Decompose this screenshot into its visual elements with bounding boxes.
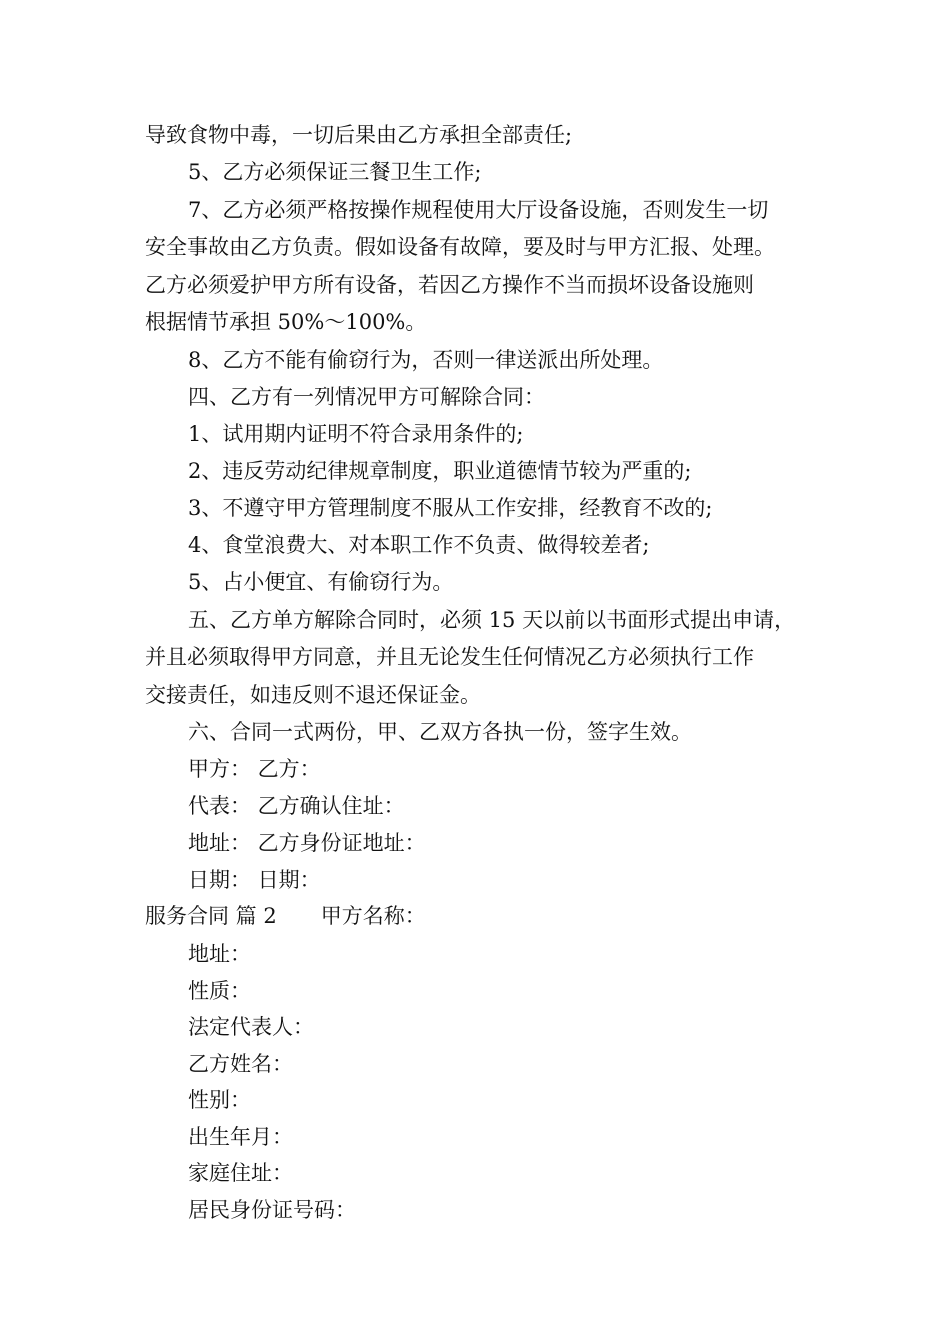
- list-item: 2、违反劳动纪律规章制度，职业道德情节较为严重的;: [188, 459, 692, 483]
- list-item: 1、试用期内证明不符合录用条件的;: [188, 422, 524, 446]
- form-field-label: 家庭住址：: [188, 1161, 293, 1185]
- list-item: 4、食堂浪费大、对本职工作不负责、做得较差者;: [188, 533, 650, 557]
- section2-heading: 服务合同 篇 2: [145, 904, 277, 928]
- form-field-label: 出生年月：: [188, 1125, 293, 1149]
- paragraph-line: 并且必须取得甲方同意，并且无论发生任何情况乙方必须执行工作: [145, 645, 754, 669]
- signature-line: 地址： 乙方身份证地址：: [188, 831, 426, 855]
- section-heading: 四、乙方有一列情况甲方可解除合同：: [188, 385, 545, 409]
- section2-header: [145, 902, 426, 930]
- signature-line: 甲方： 乙方：: [188, 757, 321, 781]
- paragraph-line: 导致食物中毒，一切后果由乙方承担全部责任;: [145, 123, 573, 147]
- paragraph-line: 五、乙方单方解除合同时，必须 15 天以前以书面形式提出申请，: [188, 608, 796, 632]
- paragraph-line: 安全事故由乙方负责。假如设备有故障，要及时与甲方汇报、处理。: [145, 235, 775, 259]
- paragraph-line: 8、乙方不能有偷窃行为，否则一律送派出所处理。: [188, 348, 664, 372]
- form-field-label: 性别：: [188, 1088, 251, 1112]
- list-item: 3、不遵守甲方管理制度不服从工作安排，经教育不改的;: [188, 496, 713, 520]
- form-field-label: 性质：: [188, 979, 251, 1003]
- signature-line: 代表： 乙方确认住址：: [188, 794, 405, 818]
- paragraph-line: 六、合同一式两份，甲、乙双方各执一份，签字生效。: [188, 720, 692, 744]
- paragraph-line: 乙方必须爱护甲方所有设备，若因乙方操作不当而损坏设备设施则: [145, 273, 754, 297]
- form-field-label: 地址：: [188, 942, 251, 966]
- form-field-label: 法定代表人：: [188, 1015, 314, 1039]
- paragraph-line: 7、乙方必须严格按操作规程使用大厅设备设施，否则发生一切: [188, 198, 769, 222]
- form-field-label: 乙方姓名：: [188, 1052, 293, 1076]
- paragraph-line: 交接责任，如违反则不退还保证金。: [145, 683, 481, 707]
- list-item: 5、占小便宜、有偷窃行为。: [188, 570, 454, 594]
- paragraph-line: 根据情节承担 50%～100%。: [145, 310, 427, 334]
- party-a-name-field: 甲方名称：: [320, 904, 426, 928]
- paragraph-line: 5、乙方必须保证三餐卫生工作;: [188, 160, 482, 184]
- form-field-label: 居民身份证号码：: [188, 1198, 356, 1222]
- signature-line: 日期： 日期：: [188, 868, 321, 892]
